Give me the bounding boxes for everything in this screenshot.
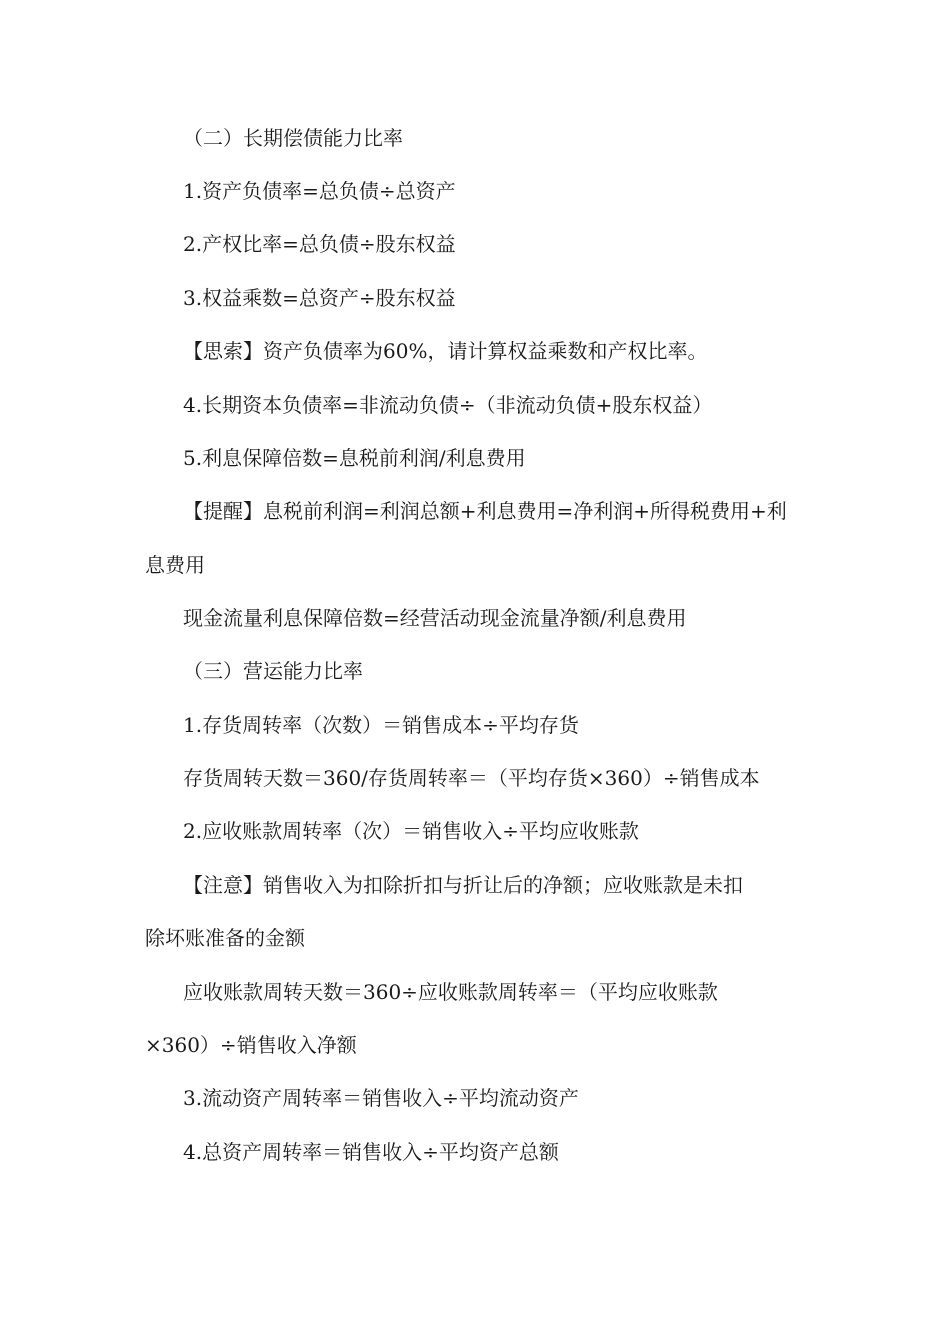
note-attention-receivables: 【注意】销售收入为扣除折扣与折让后的净额；应收账款是未扣 <box>183 873 743 897</box>
formula-receivables-turnover: 2.应收账款周转率（次）＝销售收入÷平均应收账款 <box>183 819 639 843</box>
formula-inventory-days: 存货周转天数＝360/存货周转率＝（平均存货×360）÷销售成本 <box>183 766 760 790</box>
formula-debt-ratio: 1.资产负债率=总负债÷总资产 <box>183 179 456 203</box>
note-attention-receivables-continued: 除坏账准备的金额 <box>145 926 305 950</box>
formula-long-term-capital-debt-ratio: 4.长期资本负债率=非流动负债÷（非流动负债+股东权益） <box>183 393 713 417</box>
formula-equity-multiplier: 3.权益乘数=总资产÷股东权益 <box>183 286 456 310</box>
formula-current-assets-turnover: 3.流动资产周转率＝销售收入÷平均流动资产 <box>183 1086 579 1110</box>
formula-inventory-turnover: 1.存货周转率（次数）＝销售成本÷平均存货 <box>183 713 579 737</box>
formula-receivables-days-continued: ×360）÷销售收入净额 <box>145 1033 357 1057</box>
note-reminder-ebit: 【提醒】息税前利润=利润总额+利息费用=净利润+所得税费用+利 <box>183 499 787 523</box>
formula-receivables-days: 应收账款周转天数＝360÷应收账款周转率＝（平均应收账款 <box>183 980 718 1004</box>
section-heading-operating-capability: （三）营运能力比率 <box>183 659 363 683</box>
formula-interest-coverage: 5.利息保障倍数=息税前利润/利息费用 <box>183 446 526 470</box>
formula-total-assets-turnover: 4.总资产周转率＝销售收入÷平均资产总额 <box>183 1140 559 1164</box>
note-reminder-ebit-continued: 息费用 <box>145 553 205 577</box>
formula-cash-interest-coverage: 现金流量利息保障倍数=经营活动现金流量净额/利息费用 <box>183 606 687 630</box>
note-think-question: 【思索】资产负债率为60%，请计算权益乘数和产权比率。 <box>183 339 708 363</box>
section-heading-long-term-solvency: （二）长期偿债能力比率 <box>183 126 403 150</box>
formula-equity-ratio: 2.产权比率=总负债÷股东权益 <box>183 232 456 256</box>
